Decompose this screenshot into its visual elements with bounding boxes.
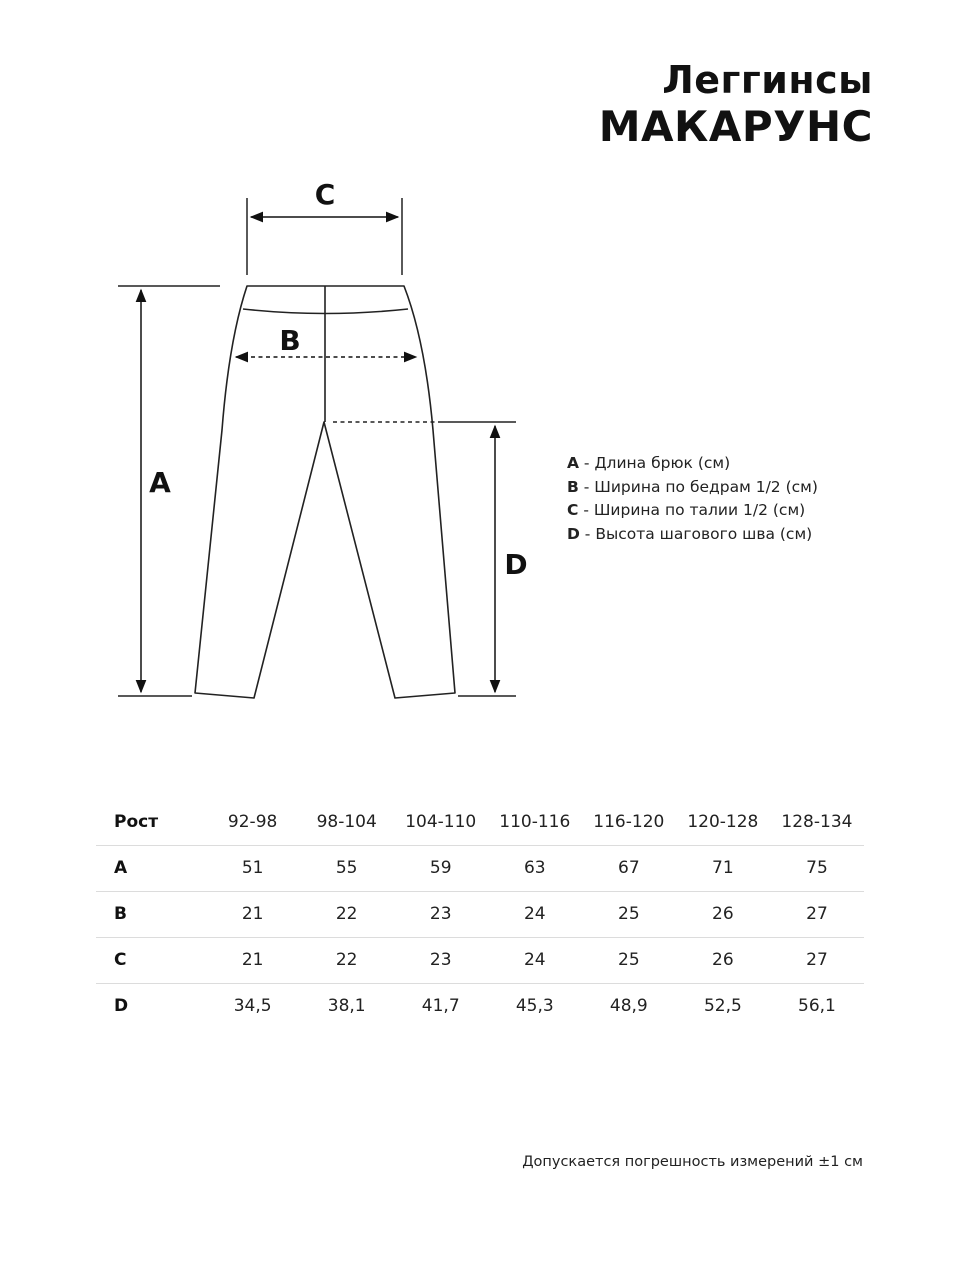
size-header: 104-110: [405, 812, 477, 833]
table-cell: 63: [488, 845, 582, 891]
size-header: 116-120: [593, 812, 665, 833]
table-cell: 27: [770, 937, 864, 983]
table-cell: 25: [582, 937, 676, 983]
size-table: [96, 800, 864, 1029]
title-line-2: МАКАРУНС: [598, 102, 873, 151]
dimension-b: [236, 324, 416, 357]
title-line-1: Леггинсы: [662, 58, 873, 102]
legend-text: - Длина брюк (см): [579, 454, 731, 472]
table-cell: 56,1: [770, 983, 864, 1029]
table-cell: 26: [676, 891, 770, 937]
table-cell: 48,9: [582, 983, 676, 1029]
table-cell: 71: [676, 845, 770, 891]
table-cell: 52,5: [676, 983, 770, 1029]
legend-text: - Высота шагового шва (см): [579, 524, 813, 543]
dimension-c: [247, 178, 402, 275]
table-cell: 45,3: [488, 983, 582, 1029]
size-header: 98-104: [316, 812, 377, 833]
table-cell: 23: [394, 937, 488, 983]
leggings-outline: [195, 286, 455, 698]
legend-item-c: [567, 499, 818, 523]
measurement-tolerance-note: Допускается погрешность измерений ±1 см: [522, 1154, 863, 1170]
size-header: 128-134: [781, 812, 853, 833]
row-label: B: [96, 891, 206, 937]
legend-text: - Ширина по бедрам 1/2 (см): [578, 477, 818, 496]
legend-item-d: [567, 523, 818, 547]
table-cell: 21: [206, 937, 300, 983]
table-cell: 22: [300, 891, 394, 937]
legend-key: B: [567, 477, 579, 496]
table-cell: 27: [770, 891, 864, 937]
table-row: [96, 891, 864, 937]
label-a: A: [149, 466, 171, 499]
label-b: B: [279, 324, 301, 357]
size-header: 120-128: [687, 812, 759, 833]
legend-text: - Ширина по талии 1/2 (см): [578, 501, 806, 519]
label-d: D: [504, 548, 528, 581]
legend-key: C: [567, 501, 579, 519]
legend-key: D: [567, 524, 580, 543]
legend-item-a: [567, 452, 818, 476]
table-cell: 22: [300, 937, 394, 983]
row-label: A: [96, 845, 206, 891]
measurement-legend: [567, 452, 818, 546]
table-cell: 21: [206, 891, 300, 937]
table-row: [96, 983, 864, 1029]
table-cell: 26: [676, 937, 770, 983]
table-cell: 67: [582, 845, 676, 891]
row-label: D: [96, 983, 206, 1029]
size-header: 92-98: [227, 812, 278, 833]
table-row: [96, 845, 864, 891]
legend-item-b: [567, 476, 818, 500]
table-cell: 34,5: [206, 983, 300, 1029]
table-cell: 75: [770, 845, 864, 891]
table-cell: 55: [300, 845, 394, 891]
table-row: [96, 937, 864, 983]
dimension-d: [333, 422, 528, 696]
table-cell: 24: [488, 937, 582, 983]
dimension-a: [118, 286, 220, 696]
table-cell: 38,1: [300, 983, 394, 1029]
table-cell: 23: [394, 891, 488, 937]
table-cell: 59: [394, 845, 488, 891]
table-cell: 24: [488, 891, 582, 937]
table-cell: 41,7: [394, 983, 488, 1029]
header-label: Рост: [114, 812, 159, 833]
table-header-row: [96, 800, 864, 845]
legend-key: A: [567, 454, 579, 472]
label-c: C: [314, 178, 336, 211]
size-header: 110-116: [499, 812, 571, 833]
table-cell: 25: [582, 891, 676, 937]
table-cell: 51: [206, 845, 300, 891]
row-label: C: [96, 937, 206, 983]
